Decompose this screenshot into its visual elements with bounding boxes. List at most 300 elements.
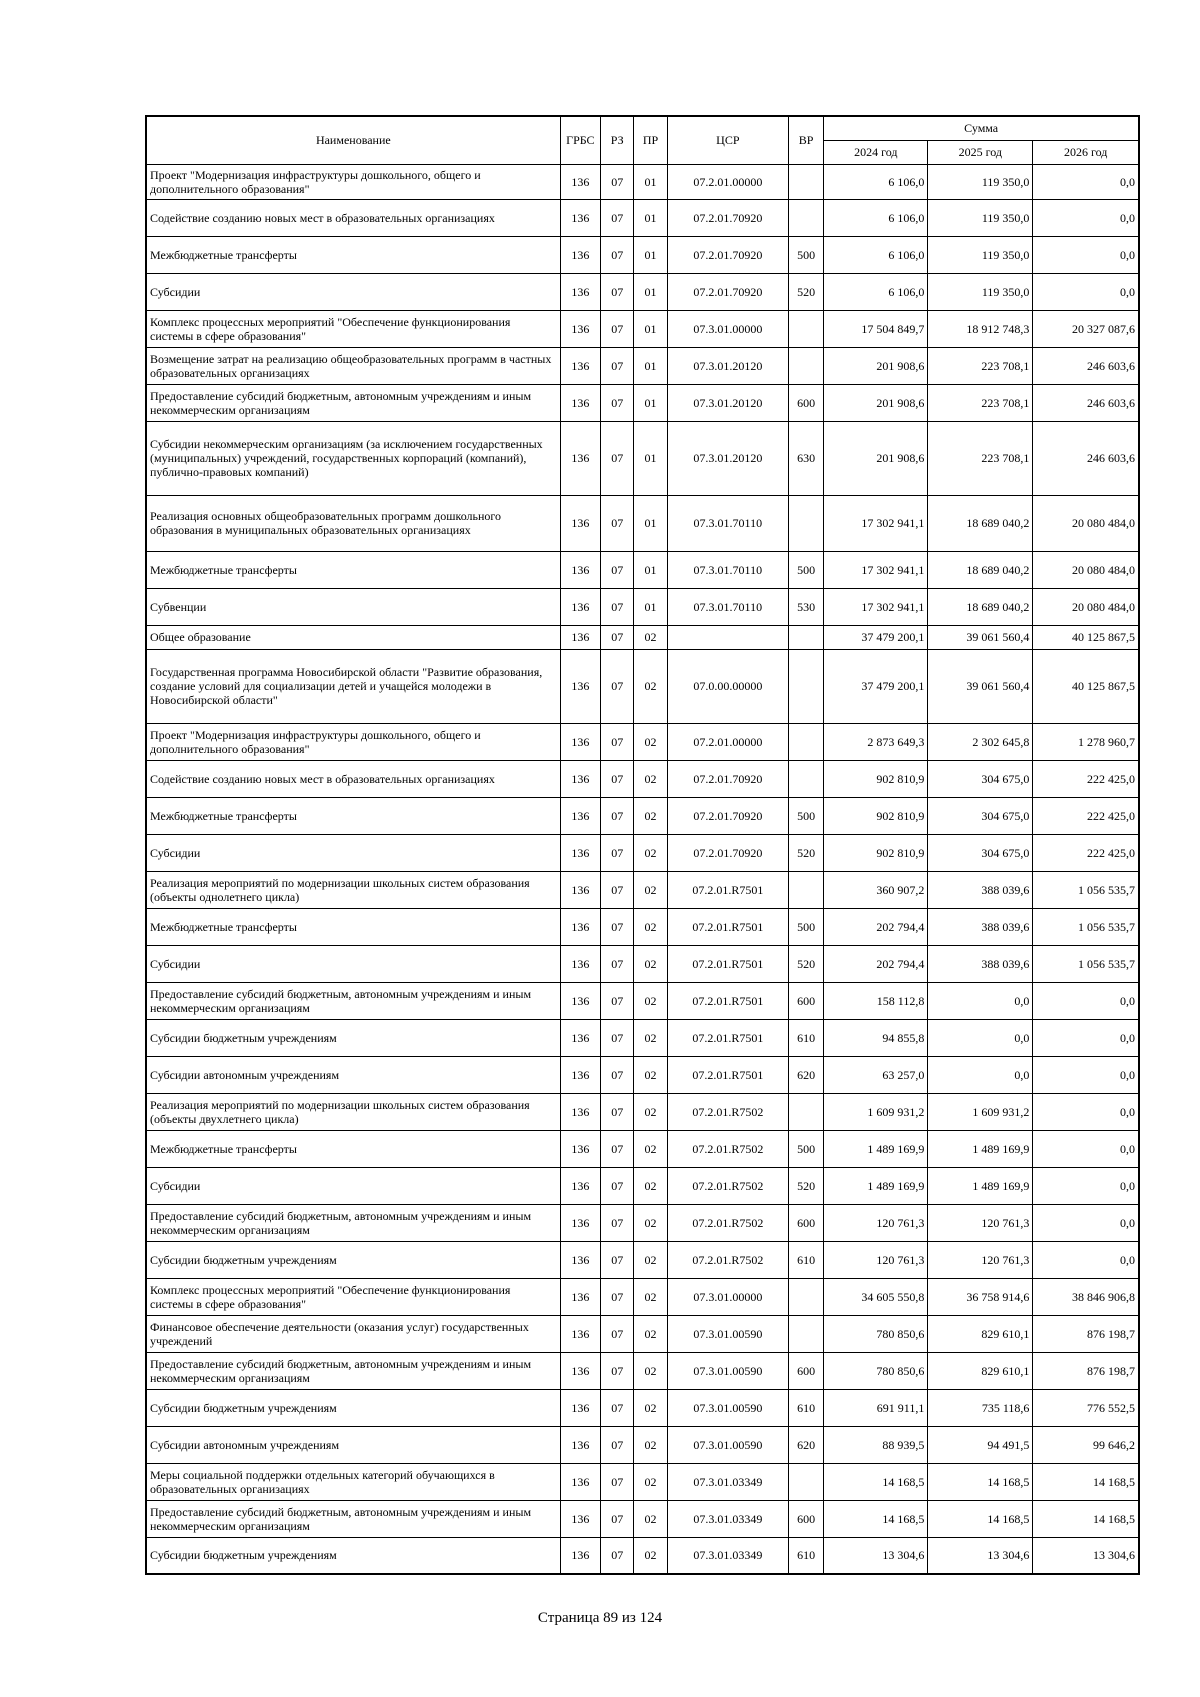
cell-rz: 07 [601,273,634,310]
cell-rz: 07 [601,347,634,384]
cell-name: Предоставление субсидий бюджетным, автономным учреждениям и иным некоммерческим организациям [146,384,560,421]
table-row [146,625,1139,649]
cell-rz: 07 [601,236,634,273]
cell-rz: 07 [601,1352,634,1389]
cell-sum-2025: 36 758 914,6 [928,1278,1033,1315]
cell-pr: 02 [634,1204,667,1241]
cell-sum-2026: 0,0 [1033,1056,1139,1093]
cell-pr: 01 [634,421,667,495]
cell-grbs: 136 [560,164,600,199]
cell-csr: 07.2.01.00000 [667,723,788,760]
cell-csr: 07.3.01.03349 [667,1500,788,1537]
cell-grbs: 136 [560,723,600,760]
cell-grbs: 136 [560,797,600,834]
cell-sum-2024: 1 609 931,2 [824,1093,928,1130]
cell-sum-2026: 222 425,0 [1033,797,1139,834]
cell-vr: 520 [788,1167,823,1204]
cell-csr: 07.3.01.70110 [667,551,788,588]
cell-vr: 630 [788,421,823,495]
cell-csr: 07.2.01.R7502 [667,1204,788,1241]
cell-vr: 600 [788,982,823,1019]
cell-rz: 07 [601,945,634,982]
cell-sum-2025: 304 675,0 [928,797,1033,834]
cell-sum-2024: 360 907,2 [824,871,928,908]
table-row [146,347,1139,384]
cell-sum-2025: 223 708,1 [928,347,1033,384]
header-csr: ЦСР [667,116,788,164]
cell-sum-2024: 17 302 941,1 [824,551,928,588]
cell-pr: 01 [634,588,667,625]
cell-csr: 07.2.01.R7501 [667,1056,788,1093]
table-row [146,982,1139,1019]
cell-pr: 01 [634,384,667,421]
cell-grbs: 136 [560,384,600,421]
cell-grbs: 136 [560,625,600,649]
table-row [146,1463,1139,1500]
cell-vr [788,649,823,723]
cell-grbs: 136 [560,1241,600,1278]
cell-rz: 07 [601,760,634,797]
cell-pr: 01 [634,347,667,384]
cell-sum-2026: 14 168,5 [1033,1500,1139,1537]
cell-sum-2024: 63 257,0 [824,1056,928,1093]
cell-rz: 07 [601,588,634,625]
cell-grbs: 136 [560,421,600,495]
header-rz: РЗ [601,116,634,164]
cell-sum-2026: 14 168,5 [1033,1463,1139,1500]
cell-vr: 620 [788,1426,823,1463]
cell-vr: 600 [788,1500,823,1537]
cell-pr: 02 [634,1241,667,1278]
cell-sum-2025: 18 689 040,2 [928,551,1033,588]
cell-grbs: 136 [560,945,600,982]
cell-sum-2024: 94 855,8 [824,1019,928,1056]
table-row [146,1130,1139,1167]
cell-name: Субсидии [146,273,560,310]
cell-sum-2026: 1 278 960,7 [1033,723,1139,760]
cell-csr: 07.2.01.R7501 [667,982,788,1019]
cell-vr [788,1315,823,1352]
table-row [146,1278,1139,1315]
table-row [146,1426,1139,1463]
cell-sum-2025: 223 708,1 [928,384,1033,421]
cell-sum-2024: 34 605 550,8 [824,1278,928,1315]
cell-csr: 07.2.01.R7502 [667,1241,788,1278]
cell-pr: 02 [634,1019,667,1056]
cell-sum-2024: 120 761,3 [824,1204,928,1241]
cell-vr: 600 [788,384,823,421]
cell-name: Межбюджетные трансферты [146,908,560,945]
table-row [146,310,1139,347]
cell-pr: 02 [634,1056,667,1093]
cell-vr [788,1463,823,1500]
cell-sum-2024: 902 810,9 [824,834,928,871]
cell-sum-2025: 735 118,6 [928,1389,1033,1426]
cell-csr: 07.3.01.00590 [667,1315,788,1352]
cell-pr: 01 [634,495,667,551]
cell-grbs: 136 [560,1056,600,1093]
cell-rz: 07 [601,625,634,649]
cell-csr: 07.2.01.70920 [667,760,788,797]
cell-sum-2025: 14 168,5 [928,1463,1033,1500]
cell-name: Содействие созданию новых мест в образовательных организациях [146,199,560,236]
cell-sum-2026: 40 125 867,5 [1033,649,1139,723]
cell-vr: 610 [788,1019,823,1056]
cell-vr [788,310,823,347]
cell-name: Проект "Модернизация инфраструктуры дошкольного, общего и дополнительного образования" [146,723,560,760]
cell-grbs: 136 [560,1426,600,1463]
cell-sum-2024: 17 302 941,1 [824,495,928,551]
cell-pr: 02 [634,1352,667,1389]
cell-vr: 610 [788,1241,823,1278]
header-sum: Сумма [824,116,1139,140]
table-row [146,834,1139,871]
cell-sum-2025: 18 689 040,2 [928,495,1033,551]
cell-csr: 07.3.01.20120 [667,421,788,495]
cell-name: Субсидии [146,945,560,982]
cell-rz: 07 [601,834,634,871]
cell-sum-2026: 0,0 [1033,1204,1139,1241]
header-pr: ПР [634,116,667,164]
cell-sum-2026: 222 425,0 [1033,760,1139,797]
cell-csr: 07.2.01.R7501 [667,945,788,982]
cell-vr: 610 [788,1389,823,1426]
cell-pr: 02 [634,1315,667,1352]
cell-grbs: 136 [560,1463,600,1500]
cell-rz: 07 [601,164,634,199]
cell-rz: 07 [601,1056,634,1093]
cell-rz: 07 [601,1241,634,1278]
cell-csr: 07.2.01.70920 [667,273,788,310]
cell-grbs: 136 [560,834,600,871]
cell-rz: 07 [601,551,634,588]
cell-rz: 07 [601,1278,634,1315]
cell-name: Межбюджетные трансферты [146,1130,560,1167]
cell-sum-2025: 18 912 748,3 [928,310,1033,347]
cell-pr: 01 [634,199,667,236]
header-grbs: ГРБС [560,116,600,164]
cell-sum-2025: 39 061 560,4 [928,649,1033,723]
cell-csr: 07.2.01.R7501 [667,1019,788,1056]
cell-sum-2026: 0,0 [1033,199,1139,236]
cell-grbs: 136 [560,1278,600,1315]
cell-csr: 07.0.00.00000 [667,649,788,723]
cell-sum-2025: 388 039,6 [928,908,1033,945]
cell-grbs: 136 [560,1019,600,1056]
cell-grbs: 136 [560,347,600,384]
table-row [146,1537,1139,1574]
header-name: Наименование [146,116,560,164]
cell-vr [788,495,823,551]
cell-vr: 520 [788,273,823,310]
cell-vr: 620 [788,1056,823,1093]
cell-grbs: 136 [560,551,600,588]
cell-sum-2025: 304 675,0 [928,834,1033,871]
cell-sum-2025: 304 675,0 [928,760,1033,797]
table-row [146,1315,1139,1352]
cell-name: Возмещение затрат на реализацию общеобразовательных программ в частных образовательных организациях [146,347,560,384]
header-vr: ВР [788,116,823,164]
cell-sum-2024: 902 810,9 [824,797,928,834]
cell-rz: 07 [601,1537,634,1574]
cell-sum-2026: 0,0 [1033,164,1139,199]
cell-rz: 07 [601,384,634,421]
cell-sum-2024: 201 908,6 [824,421,928,495]
cell-csr: 07.3.01.20120 [667,384,788,421]
table-row [146,164,1139,199]
cell-name: Субсидии автономным учреждениям [146,1056,560,1093]
cell-vr: 610 [788,1537,823,1574]
cell-pr: 02 [634,797,667,834]
cell-rz: 07 [601,1204,634,1241]
cell-sum-2025: 829 610,1 [928,1315,1033,1352]
cell-rz: 07 [601,649,634,723]
cell-name: Предоставление субсидий бюджетным, автономным учреждениям и иным некоммерческим организациям [146,1204,560,1241]
cell-vr: 520 [788,945,823,982]
table-row [146,1056,1139,1093]
cell-sum-2024: 202 794,4 [824,908,928,945]
cell-grbs: 136 [560,310,600,347]
cell-name: Субсидии некоммерческим организациям (за исключением государственных (муниципальных) учреждений, государственных корпораций (компаний), публично-правовых компаний) [146,421,560,495]
cell-sum-2024: 6 106,0 [824,236,928,273]
cell-vr: 500 [788,551,823,588]
cell-name: Содействие созданию новых мест в образовательных организациях [146,760,560,797]
table-row [146,1019,1139,1056]
cell-name: Субсидии [146,834,560,871]
cell-grbs: 136 [560,495,600,551]
cell-rz: 07 [601,1019,634,1056]
cell-sum-2024: 120 761,3 [824,1241,928,1278]
cell-sum-2026: 0,0 [1033,236,1139,273]
cell-sum-2025: 119 350,0 [928,199,1033,236]
cell-rz: 07 [601,495,634,551]
cell-sum-2024: 17 504 849,7 [824,310,928,347]
budget-table [145,115,1140,1575]
cell-sum-2026: 0,0 [1033,1167,1139,1204]
cell-csr: 07.2.01.R7501 [667,871,788,908]
cell-sum-2024: 691 911,1 [824,1389,928,1426]
cell-sum-2024: 1 489 169,9 [824,1130,928,1167]
cell-sum-2025: 1 489 169,9 [928,1167,1033,1204]
cell-name: Реализация основных общеобразовательных программ дошкольного образования в муниципальных образовательных организациях [146,495,560,551]
cell-csr: 07.3.01.00590 [667,1426,788,1463]
cell-pr: 01 [634,164,667,199]
table-row [146,199,1139,236]
cell-name: Субсидии автономным учреждениям [146,1426,560,1463]
cell-name: Субвенции [146,588,560,625]
cell-vr [788,1093,823,1130]
cell-grbs: 136 [560,649,600,723]
cell-name: Межбюджетные трансферты [146,236,560,273]
cell-vr [788,347,823,384]
cell-pr: 02 [634,1426,667,1463]
cell-pr: 02 [634,1130,667,1167]
cell-csr: 07.3.01.00000 [667,1278,788,1315]
cell-sum-2026: 246 603,6 [1033,347,1139,384]
cell-rz: 07 [601,797,634,834]
cell-pr: 02 [634,1463,667,1500]
cell-grbs: 136 [560,1167,600,1204]
cell-sum-2024: 14 168,5 [824,1500,928,1537]
cell-grbs: 136 [560,1352,600,1389]
table-row [146,1167,1139,1204]
cell-sum-2024: 6 106,0 [824,199,928,236]
cell-sum-2025: 119 350,0 [928,273,1033,310]
cell-sum-2025: 0,0 [928,1019,1033,1056]
cell-sum-2026: 0,0 [1033,1019,1139,1056]
header-year-2025: 2025 год [928,140,1033,164]
cell-vr: 600 [788,1204,823,1241]
cell-sum-2024: 6 106,0 [824,164,928,199]
cell-rz: 07 [601,1426,634,1463]
cell-csr: 07.3.01.03349 [667,1537,788,1574]
cell-sum-2026: 13 304,6 [1033,1537,1139,1574]
cell-rz: 07 [601,1500,634,1537]
cell-pr: 02 [634,625,667,649]
cell-csr: 07.2.01.70920 [667,236,788,273]
cell-rz: 07 [601,871,634,908]
cell-csr: 07.2.01.R7502 [667,1130,788,1167]
cell-rz: 07 [601,1389,634,1426]
cell-sum-2024: 780 850,6 [824,1352,928,1389]
cell-pr: 01 [634,273,667,310]
cell-sum-2025: 18 689 040,2 [928,588,1033,625]
cell-sum-2025: 388 039,6 [928,945,1033,982]
cell-sum-2024: 902 810,9 [824,760,928,797]
cell-pr: 02 [634,945,667,982]
cell-pr: 01 [634,551,667,588]
cell-vr [788,625,823,649]
cell-rz: 07 [601,1463,634,1500]
table-row [146,421,1139,495]
cell-vr [788,199,823,236]
cell-sum-2026: 222 425,0 [1033,834,1139,871]
cell-grbs: 136 [560,273,600,310]
table-row [146,236,1139,273]
cell-sum-2026: 20 327 087,6 [1033,310,1139,347]
table-row [146,797,1139,834]
cell-sum-2025: 223 708,1 [928,421,1033,495]
cell-grbs: 136 [560,982,600,1019]
table-body [146,164,1139,1574]
cell-sum-2025: 1 609 931,2 [928,1093,1033,1130]
cell-sum-2025: 0,0 [928,982,1033,1019]
cell-name: Субсидии бюджетным учреждениям [146,1241,560,1278]
cell-pr: 02 [634,760,667,797]
cell-csr: 07.2.01.R7502 [667,1167,788,1204]
cell-vr [788,723,823,760]
cell-sum-2026: 0,0 [1033,273,1139,310]
cell-sum-2026: 20 080 484,0 [1033,495,1139,551]
cell-sum-2026: 20 080 484,0 [1033,588,1139,625]
cell-rz: 07 [601,310,634,347]
cell-pr: 02 [634,1278,667,1315]
cell-sum-2026: 246 603,6 [1033,384,1139,421]
cell-sum-2025: 2 302 645,8 [928,723,1033,760]
cell-pr: 02 [634,649,667,723]
cell-rz: 07 [601,421,634,495]
cell-pr: 02 [634,1389,667,1426]
cell-name: Государственная программа Новосибирской области "Развитие образования, создание условий для социализации детей и учащейся молодежи в Новосибирской области" [146,649,560,723]
cell-sum-2026: 1 056 535,7 [1033,908,1139,945]
table-row [146,273,1139,310]
cell-sum-2024: 201 908,6 [824,384,928,421]
table-row [146,1204,1139,1241]
cell-sum-2026: 246 603,6 [1033,421,1139,495]
cell-csr: 07.2.01.00000 [667,164,788,199]
table-row [146,1352,1139,1389]
table-row [146,384,1139,421]
cell-name: Субсидии бюджетным учреждениям [146,1537,560,1574]
cell-sum-2025: 388 039,6 [928,871,1033,908]
table-row [146,723,1139,760]
cell-grbs: 136 [560,908,600,945]
cell-sum-2026: 0,0 [1033,1241,1139,1278]
cell-sum-2024: 37 479 200,1 [824,625,928,649]
cell-sum-2026: 99 646,2 [1033,1426,1139,1463]
cell-name: Предоставление субсидий бюджетным, автономным учреждениям и иным некоммерческим организациям [146,1352,560,1389]
cell-name: Реализация мероприятий по модернизации школьных систем образования (объекты двухлетнего цикла) [146,1093,560,1130]
cell-csr: 07.2.01.70920 [667,797,788,834]
cell-grbs: 136 [560,236,600,273]
cell-vr: 530 [788,588,823,625]
table-row [146,908,1139,945]
cell-csr: 07.2.01.R7501 [667,908,788,945]
cell-pr: 01 [634,310,667,347]
cell-name: Субсидии [146,1167,560,1204]
cell-rz: 07 [601,908,634,945]
cell-sum-2026: 20 080 484,0 [1033,551,1139,588]
cell-csr: 07.3.01.00000 [667,310,788,347]
table-row [146,588,1139,625]
cell-sum-2025: 119 350,0 [928,236,1033,273]
cell-vr: 500 [788,236,823,273]
table-row [146,760,1139,797]
cell-vr [788,1278,823,1315]
cell-sum-2026: 1 056 535,7 [1033,871,1139,908]
cell-sum-2024: 201 908,6 [824,347,928,384]
cell-grbs: 136 [560,1500,600,1537]
table-row [146,1500,1139,1537]
header-year-2026: 2026 год [1033,140,1139,164]
cell-name: Проект "Модернизация инфраструктуры дошкольного, общего и дополнительного образования" [146,164,560,199]
cell-pr: 02 [634,1500,667,1537]
cell-rz: 07 [601,1130,634,1167]
cell-name: Межбюджетные трансферты [146,551,560,588]
table-row [146,945,1139,982]
cell-vr: 500 [788,1130,823,1167]
cell-pr: 02 [634,1537,667,1574]
cell-sum-2026: 876 198,7 [1033,1352,1139,1389]
table-row [146,1389,1139,1426]
cell-sum-2024: 1 489 169,9 [824,1167,928,1204]
cell-name: Предоставление субсидий бюджетным, автономным учреждениям и иным некоммерческим организациям [146,982,560,1019]
cell-sum-2025: 39 061 560,4 [928,625,1033,649]
cell-pr: 02 [634,1093,667,1130]
cell-name: Меры социальной поддержки отдельных категорий обучающихся в образовательных организациях [146,1463,560,1500]
cell-grbs: 136 [560,1389,600,1426]
cell-grbs: 136 [560,1093,600,1130]
cell-csr: 07.3.01.70110 [667,588,788,625]
cell-vr: 520 [788,834,823,871]
cell-rz: 07 [601,723,634,760]
cell-pr: 02 [634,1167,667,1204]
cell-csr: 07.2.01.R7502 [667,1093,788,1130]
cell-name: Общее образование [146,625,560,649]
cell-csr: 07.2.01.70920 [667,199,788,236]
cell-pr: 02 [634,982,667,1019]
cell-sum-2026: 0,0 [1033,982,1139,1019]
